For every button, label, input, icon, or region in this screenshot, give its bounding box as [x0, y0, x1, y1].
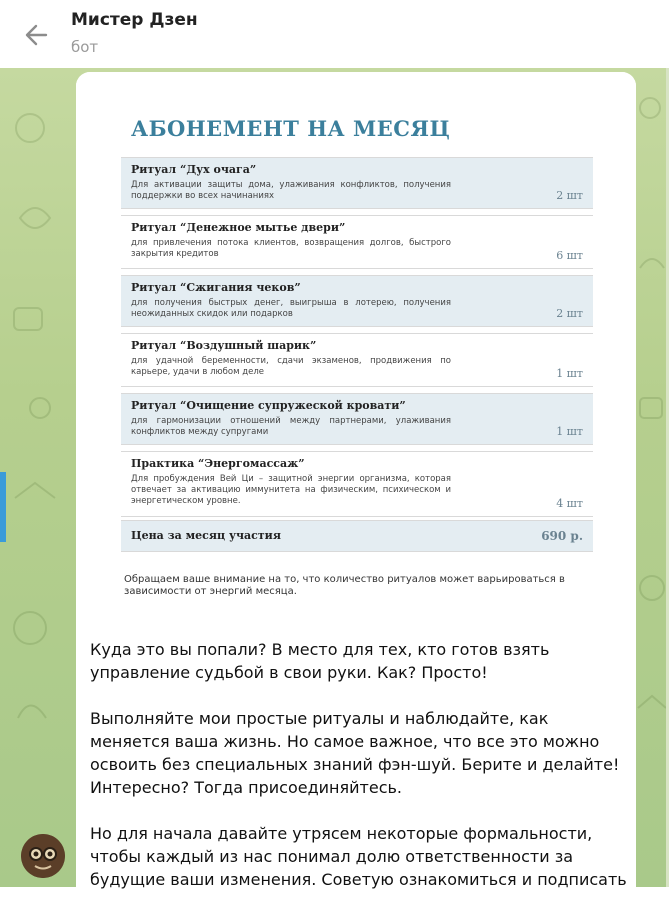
price-row — [121, 520, 593, 552]
row-title: Ритуал “Сжигания чеков” — [131, 281, 301, 294]
bot-avatar[interactable] — [21, 834, 65, 878]
row-quantity: 6 шт — [556, 249, 583, 262]
row-title: Ритуал “Дух очага” — [131, 163, 257, 176]
row-title: Ритуал “Воздушный шарик” — [131, 339, 317, 352]
row-description: для привлечения потока клиентов, возвращения долгов, быстрого закрытия кредитов — [131, 238, 451, 259]
message-paragraph: Выполняйте мои простые ритуалы и наблюдайте, как меняется ваша жизнь. Но самое важное, что все это можно освоить без специальных знаний фэн-шуй. Берите и делайте! Интересно? Тогда присоединяйтесь. — [90, 709, 620, 797]
left-edge-accent — [0, 472, 6, 542]
message-bubble — [76, 72, 636, 902]
row-description: для гармонизации отношений между партнерами, улаживания конфликтов между супругами — [131, 416, 451, 437]
row-quantity: 2 шт — [556, 307, 583, 320]
row-description: Для активации защиты дома, улаживания конфликтов, получения поддержки во всех начинаниях — [131, 180, 451, 201]
chat-header — [0, 0, 669, 69]
card-row — [121, 215, 593, 269]
back-arrow-icon[interactable] — [18, 18, 56, 52]
card-note: Обращаем ваше внимание на то, что количество ритуалов может варьироваться в зависимости от энергий месяца. — [124, 574, 565, 597]
chat-title[interactable]: Мистер Дзен — [71, 10, 198, 30]
row-title: Ритуал “Очищение супружеской кровати” — [131, 399, 406, 412]
card-title: АБОНЕМЕНТ НА МЕСЯЦ — [131, 116, 451, 141]
row-quantity: 4 шт — [556, 497, 583, 510]
row-description: для получения быстрых денег, выигрыша в лотерею, получения неожиданных скидок или подарков — [131, 298, 451, 319]
chat-subtitle: бот — [71, 38, 99, 56]
row-quantity: 1 шт — [556, 425, 583, 438]
card-row — [121, 333, 593, 387]
row-title: Практика “Энергомассаж” — [131, 457, 305, 470]
card-row — [121, 157, 593, 209]
row-description: для удачной беременности, сдачи экзаменов, продвижения по карьере, удачи в любом деле — [131, 356, 451, 377]
message-text — [90, 638, 630, 902]
row-quantity: 2 шт — [556, 189, 583, 202]
message-paragraph: Куда это вы попали? В место для тех, кто готов взять управление судьбой в свои руки. Как? Просто! — [90, 640, 550, 682]
attached-image-price-card[interactable] — [76, 72, 636, 628]
price-label: Цена за месяц участия — [131, 529, 281, 542]
row-title: Ритуал “Денежное мытье двери” — [131, 221, 346, 234]
card-row — [121, 393, 593, 445]
price-value: 690 р. — [541, 529, 583, 543]
card-row — [121, 275, 593, 327]
message-paragraph: Но для начала давайте утрясем некоторые формальности, чтобы каждый из нас понимал долю ответственности за будущие ваши изменения. Советую ознакомиться и подписать — [90, 824, 627, 889]
row-quantity: 1 шт — [556, 367, 583, 380]
card-row — [121, 451, 593, 517]
row-description: Для пробуждения Вей Ци – защитной энергии организма, которая отвечает за активацию иммунитета на физическим, психическом и энергетическом уровне. — [131, 474, 451, 506]
